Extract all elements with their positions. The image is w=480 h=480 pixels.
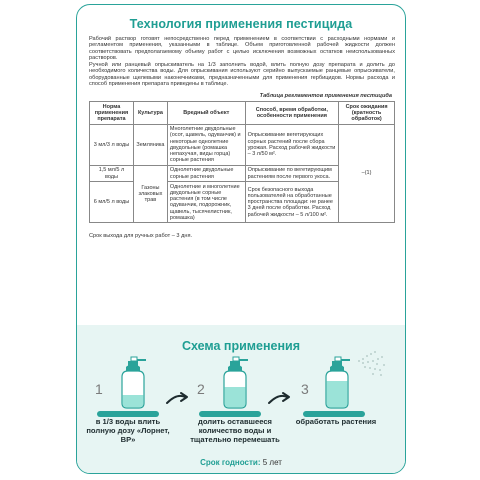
shelf-life <box>77 458 405 467</box>
step-3-number: 3 <box>301 381 309 397</box>
cell-culture: Газоны злаковых трав <box>133 165 167 223</box>
cell-method: Опрыскивание по вегетирующим растениям после первого укоса. <box>245 165 339 181</box>
step-1-number: 1 <box>95 381 103 397</box>
leaflet-card <box>76 4 406 474</box>
sprayer-bottle-icon <box>317 355 357 411</box>
shelf-life-value: 5 лет <box>262 458 282 467</box>
cell-pest: Многолетние двудольные (осот, щавель, одуванчик) и некоторые однолетние двудольные (ромашка непахучая, виды горца) сорные растения <box>167 124 245 165</box>
cell-pest: Однолетние двудольные сорные растения <box>167 165 245 181</box>
scheme-title: Схема применения <box>181 339 301 353</box>
sprayer-bottle-icon <box>215 355 255 411</box>
cell-method: Опрыскивание вегетирующих сорных растений после сбора урожая. Расход рабочей жидкости – 3 л/50 м². <box>245 124 339 165</box>
cell-rate: 3 мл/3 л воды <box>90 124 134 165</box>
regulations-table <box>89 101 395 223</box>
header-method: Способ, время обработки, особенности применения <box>245 102 339 125</box>
cell-rate: 1,5 мл/5 л воды <box>90 165 134 181</box>
arrow-right-icon <box>165 389 191 407</box>
header-waiting: Срок ожидания (кратность обработок) <box>339 102 395 125</box>
arrow-right-icon <box>267 389 293 407</box>
cell-rate: 6 мл/5 л воды <box>90 182 134 223</box>
cell-waiting: –(1) <box>339 124 395 223</box>
header-rate: Норма применения препарата <box>90 102 134 125</box>
header-culture: Культура <box>133 102 167 125</box>
cell-pest: Однолетние и многолетние двудольные сорные растения (в том числе одуванчик, подорожник, щавель, тысячелистник, ромашка) <box>167 182 245 223</box>
cell-method: Срок безопасного выхода пользователей на обработанные пространства площади: не ранее 3 дней после обработки. Расход рабочей жидкости – 5 л/100 м². <box>245 182 339 223</box>
scheme-band <box>77 325 405 474</box>
spray-mist-icon <box>353 347 387 381</box>
sprayer-bottle-icon <box>113 355 153 411</box>
cell-culture: Земляника <box>133 124 167 165</box>
table-caption: Таблица регламентов применения пестицида <box>259 93 392 99</box>
table-row <box>90 124 395 165</box>
header-pest: Вредный объект <box>167 102 245 125</box>
shelf-life-label: Срок годности: <box>200 458 261 467</box>
table-header-row <box>90 102 395 125</box>
step-2-number: 2 <box>197 381 205 397</box>
step-2-text: долить оставшееся количество воды и тщательно перемешать <box>190 417 280 444</box>
step-3-text: обработать растения <box>295 417 377 426</box>
step-1-text: в 1/3 воды влить полную дозу «Лорнет, ВР» <box>86 417 170 444</box>
usage-paragraph: Ручной или ранцевый опрыскиватель на 1/3 заполнить водой, влить полную дозу препарата и долить до необходимого количества воды. Для опрыскивания используют серийно выпускаемые ранцевые опрыскиватели, оборудованные щелевыми наконечниками, предназначенными для применения гербицидов. Нормы расхода и способ применения препарата приведены в таблице. <box>89 62 395 87</box>
exit-note: Срок выхода для ручных работ – 3 дня. <box>89 233 193 239</box>
page-title: Технология применения пестицида <box>129 17 353 31</box>
intro-paragraph: Рабочий раствор готовят непосредственно перед применением в соответствии с расходными нормами и регламентом применения, указанными в таблице. Объем приготовленной рабочей жидкости должен соответствовать предполагаемому объему работ с целью исключения возможных остатков неиспользованных растворов. <box>89 36 395 61</box>
